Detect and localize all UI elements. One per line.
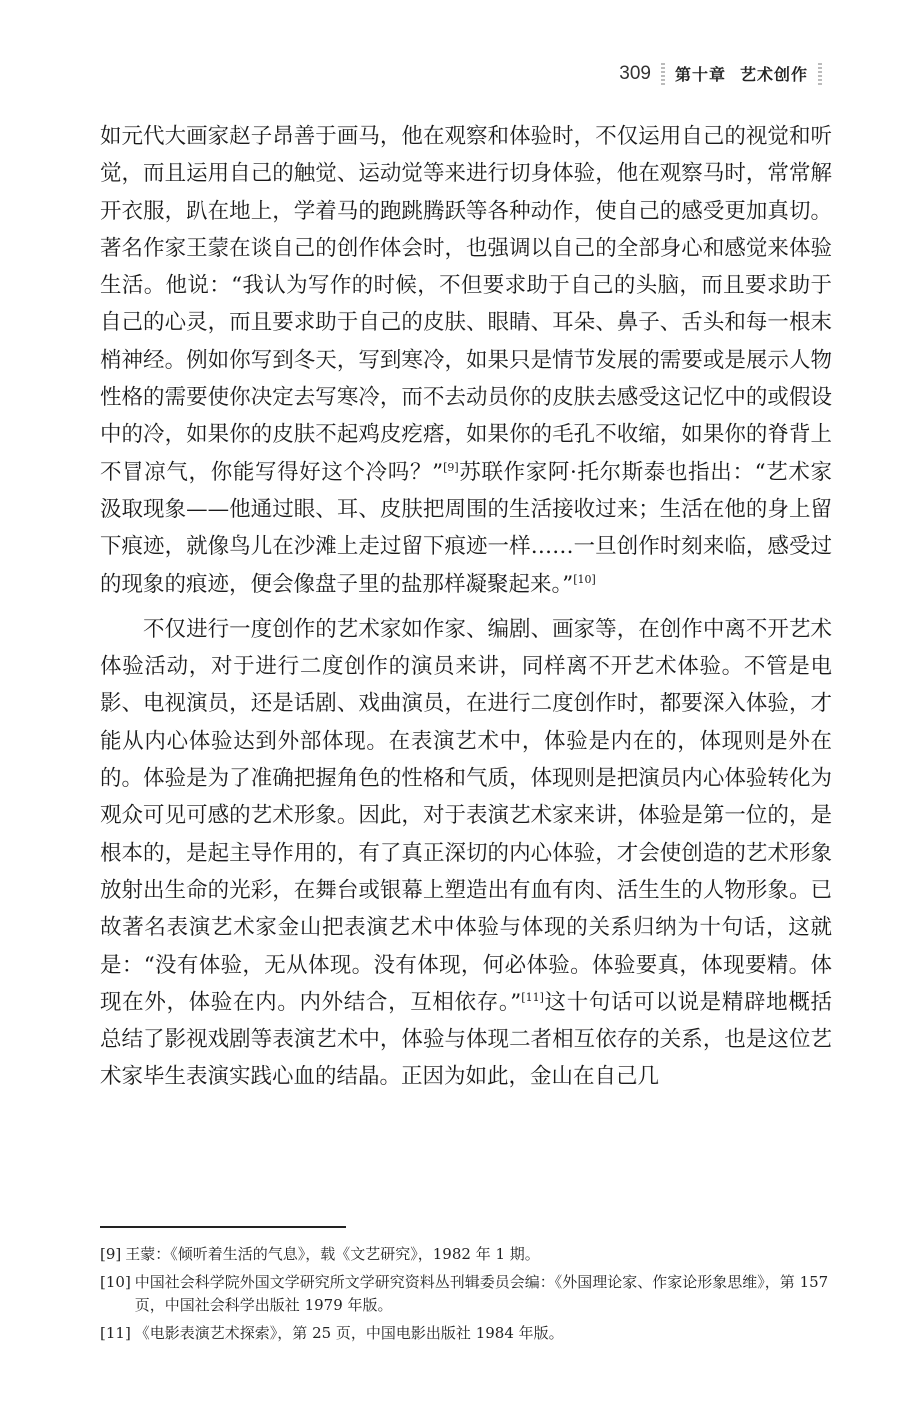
footnote-ref-11[interactable]: [11] (521, 990, 544, 1004)
header-divider (661, 63, 665, 85)
footnote-text: 《电影表演艺术探索》，第 25 页，中国电影出版社 1984 年版。 (134, 1323, 564, 1342)
footnote-item (100, 1271, 840, 1318)
paragraph-2 (100, 611, 832, 1096)
paragraph-2-text-cont: 这十句话可以说是精辟地概括总结了影视戏剧等表演艺术中，体验与体现二者相互依存的关系，也是这位艺术家毕生表演实践心血的结晶。正因为如此，金山在自己几 (100, 989, 832, 1090)
footnote-number: [9] (100, 1245, 122, 1263)
body-text (100, 118, 832, 1096)
paragraph-1 (100, 118, 832, 603)
footnote-number: [11] (100, 1323, 131, 1342)
paragraph-2-text: 不仅进行一度创作的艺术家如作家、编剧、画家等，在创作中离不开艺术体验活动，对于进行二度创作的演员来讲，同样离不开艺术体验。不管是电影、电视演员，还是话剧、戏曲演员，在进行二度创作时，都要深入体验，才能从内心体验达到外部体现。在表演艺术中，体验是内在的，体现则是外在的。体验是为了准确把握角色的性格和气质，体现则是把演员内心体验转化为观众可见可感的艺术形象。因此，对于表演艺术家来讲，体验是第一位的，是根本的，是起主导作用的，有了真正深切的内心体验，才会使创造的艺术形象放射出生命的光彩，在舞台或银幕上塑造出有血有肉、活生生的人物形象。已故著名表演艺术家金山把表演艺术中体验与体现的关系归纳为十句话，这就是：“没有体验，无从体现。没有体现，何必体验。体验要真，体现要精。体现在外，体验在内。内外结合，互相依存。” (100, 616, 832, 1015)
footnote-number: [10] (100, 1272, 131, 1291)
chapter-title: 艺术创作 (739, 65, 808, 84)
footnote-item (100, 1322, 840, 1346)
running-header (619, 62, 822, 85)
footnote-ref-9[interactable]: [9] (443, 460, 459, 474)
footnote-item (100, 1243, 840, 1267)
chapter-label: 第十章 (674, 65, 726, 84)
paragraph-1-text-cont: 苏联作家阿·托尔斯泰也指出：“艺术家汲取现象——他通过眼、耳、皮肤把周围的生活接收过来；生活在他的身上留下痕迹，就像鸟儿在沙滩上走过留下痕迹一样……一旦创作时刻来临，感受过的现象的痕迹，便会像盘子里的盐那样凝聚起来。” (100, 459, 832, 597)
footnotes (100, 1243, 840, 1349)
page-number: 309 (619, 62, 651, 84)
paragraph-1-text: 如元代大画家赵子昂善于画马，他在观察和体验时，不仅运用自己的视觉和听觉，而且运用自己的触觉、运动觉等来进行切身体验，他在观察马时，常常解开衣服，趴在地上，学着马的跑跳腾跃等各种动作，使自己的感受更加真切。著名作家王蒙在谈自己的创作体会时，也强调以自己的全部身心和感觉来体验生活。他说：“我认为写作的时候，不但要求助于自己的头脑，而且要求助于自己的心灵，而且要求助于自己的皮肤、眼睛、耳朵、鼻子、舌头和每一根末梢神经。例如你写到冬天，写到寒冷，如果只是情节发展的需要或是展示人物性格的需要使你决定去写寒冷，而不去动员你的皮肤去感受这记忆中的或假设中的冷，如果你的皮肤不起鸡皮疙瘩，如果你的毛孔不收缩，如果你的脊背上不冒凉气，你能写得好这个冷吗？” (100, 124, 832, 485)
header-divider-right (818, 63, 822, 85)
footnote-separator (100, 1226, 346, 1228)
footnote-text: 中国社会科学院外国文学研究所文学研究资料丛刊辑委员会编：《外国理论家、作家论形象思维》，第 157 页，中国社会科学出版社 1979 年版。 (134, 1272, 829, 1314)
footnote-ref-10[interactable]: [10] (573, 572, 596, 586)
footnote-text: 王蒙：《倾听着生活的气息》，载《文艺研究》，1982 年 1 期。 (125, 1245, 540, 1263)
